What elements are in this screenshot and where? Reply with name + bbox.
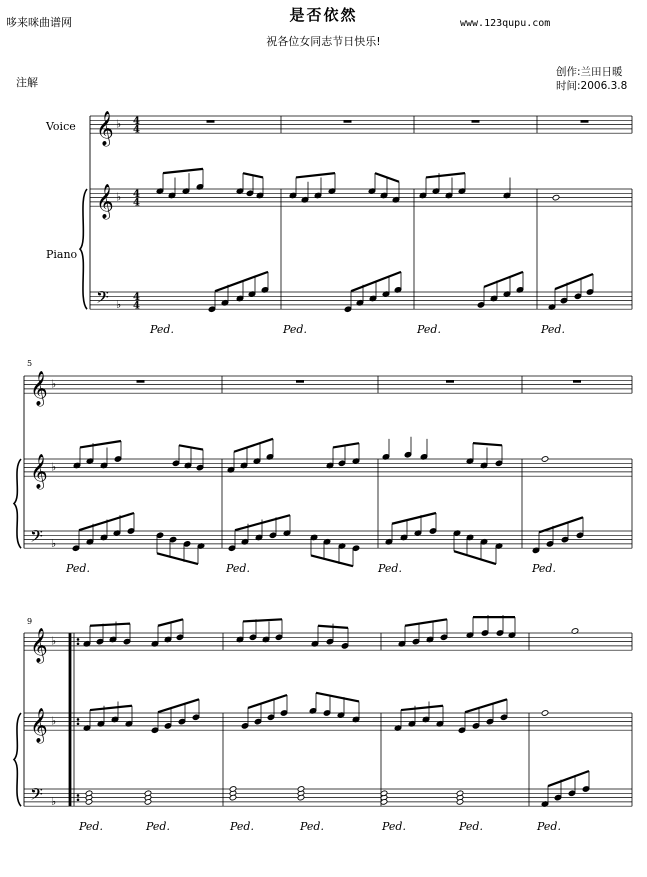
pedal-marking: Ped.	[378, 562, 402, 576]
repeat-dot	[77, 718, 80, 721]
phrase	[326, 443, 360, 469]
note	[552, 194, 560, 201]
pedal-marking: Ped.	[66, 562, 90, 576]
pedal-marking: Ped.	[459, 820, 483, 834]
pedal-marking: Ped.	[300, 820, 324, 834]
time-signature-bottom: 4	[133, 124, 140, 136]
time-signature-top: 4	[133, 116, 140, 128]
beam	[90, 624, 130, 626]
beam	[426, 173, 465, 177]
beam	[392, 513, 436, 524]
beam	[243, 619, 282, 621]
key-signature-flat: ♭	[116, 117, 122, 131]
phrase	[466, 443, 503, 469]
whole-rest	[137, 380, 145, 382]
phrase	[503, 177, 511, 198]
treble-clef: 𝄞	[96, 111, 114, 147]
voice-staff	[24, 628, 632, 664]
whole-rest	[446, 380, 454, 382]
piano-bass-staff	[24, 526, 632, 550]
composition-date: 时间:2006.3.8	[556, 80, 628, 92]
phrase	[466, 615, 516, 638]
whole-rest	[581, 120, 589, 122]
beam	[465, 699, 507, 712]
time-signature-bottom: 4	[133, 300, 140, 312]
site-name: 哆来咪曲谱网	[6, 16, 72, 29]
beam	[454, 551, 496, 564]
phrase	[382, 437, 428, 460]
phrase	[83, 621, 131, 647]
beam	[405, 619, 447, 625]
phrase	[310, 534, 360, 566]
site-url: www.123qupu.com	[460, 18, 551, 29]
measure-number-9: 9	[27, 617, 33, 626]
repeat-dot	[77, 642, 80, 645]
phrase	[458, 699, 508, 733]
bass-clef: 𝄢	[30, 525, 43, 550]
note	[541, 456, 549, 463]
instrument-label-voice: Voice	[46, 120, 76, 133]
pedal-marking: Ped.	[541, 323, 565, 337]
phrase	[83, 701, 133, 731]
song-title: 是否依然	[289, 6, 358, 24]
beam	[235, 515, 290, 530]
repeat-dot	[77, 722, 80, 725]
beam	[157, 553, 198, 564]
beam	[484, 272, 523, 287]
key-signature-flat: ♭	[116, 297, 122, 311]
treble-clef: 𝄞	[96, 184, 114, 220]
beam	[311, 555, 353, 566]
beam	[316, 693, 359, 702]
bass-clef: 𝄢	[30, 783, 43, 808]
whole-rest	[207, 120, 215, 122]
phrase	[477, 272, 524, 308]
repeat-dot	[77, 638, 80, 641]
pedal-marking: Ped.	[382, 820, 406, 834]
phrase	[151, 699, 200, 733]
phrase	[394, 701, 444, 731]
beam	[215, 272, 268, 291]
notes-label: 注解	[16, 76, 38, 89]
beam	[555, 274, 593, 289]
phrase	[311, 624, 349, 650]
time-signature-top: 4	[133, 292, 140, 304]
key-signature-flat: ♭	[51, 634, 57, 648]
song-subtitle: 祝各位女同志节日快乐!	[266, 35, 381, 48]
whole-rest	[296, 380, 304, 382]
voice-staff	[90, 111, 632, 147]
phrase	[73, 441, 122, 469]
pedal-marking: Ped.	[79, 820, 103, 834]
whole-rest	[472, 120, 480, 122]
time-signature-bottom: 4	[133, 197, 140, 209]
pedal-marking: Ped.	[146, 820, 170, 834]
phrase	[368, 173, 400, 203]
phrase	[172, 445, 204, 471]
treble-clef: 𝄞	[30, 708, 48, 744]
treble-clef: 𝄞	[30, 454, 48, 490]
beam	[318, 626, 348, 628]
voice-staff	[24, 371, 632, 407]
system-3	[14, 628, 632, 833]
pedal-marking: Ped.	[537, 820, 561, 834]
piano-bass-staff	[24, 784, 632, 808]
phrase	[156, 169, 204, 199]
beam	[296, 173, 335, 177]
beam	[234, 439, 273, 452]
phrase	[236, 619, 283, 642]
pedal-marking: Ped.	[532, 562, 556, 576]
grand-staff-brace	[14, 459, 21, 548]
beam	[158, 619, 183, 625]
bass-clef: 𝄢	[96, 286, 109, 311]
beam	[158, 699, 199, 712]
note	[541, 710, 549, 717]
pedal-marking: Ped.	[230, 820, 254, 834]
treble-clef: 𝄞	[30, 628, 48, 664]
beam	[79, 513, 134, 530]
pedal-marking: Ped.	[283, 323, 307, 337]
beam	[80, 441, 121, 447]
composer-credit: 创作:兰田日暖	[556, 66, 623, 78]
phrase	[419, 173, 466, 199]
beam	[248, 695, 287, 708]
phrase	[289, 173, 336, 203]
phrase	[228, 515, 291, 551]
beam	[473, 443, 502, 445]
key-signature-flat: ♭	[51, 714, 57, 728]
beam	[548, 771, 589, 786]
pedal-marking: Ped.	[417, 323, 441, 337]
phrase	[236, 173, 264, 199]
beam	[163, 169, 203, 173]
beam	[401, 706, 443, 710]
grand-staff-brace	[80, 189, 87, 309]
treble-clef: 𝄞	[30, 371, 48, 407]
key-signature-flat: ♭	[116, 190, 122, 204]
pedal-marking: Ped.	[150, 323, 174, 337]
note-phrases	[72, 169, 594, 807]
measure-number-5: 5	[27, 359, 33, 368]
phrase	[385, 513, 437, 545]
beam	[539, 517, 583, 532]
beam	[90, 706, 132, 710]
beam	[333, 443, 359, 447]
pedal-marking: Ped.	[226, 562, 250, 576]
time-signature-top: 4	[133, 189, 140, 201]
system-1	[80, 111, 632, 336]
grand-staff-brace	[14, 713, 21, 806]
phrase	[241, 695, 288, 729]
whole-rest	[573, 380, 581, 382]
piano-treble-staff	[90, 184, 632, 220]
key-signature-flat: ♭	[51, 536, 57, 550]
key-signature-flat: ♭	[51, 377, 57, 391]
instrument-label-piano: Piano	[46, 248, 78, 261]
key-signature-flat: ♭	[51, 460, 57, 474]
whole-rest	[344, 120, 352, 122]
repeat-dot	[77, 794, 80, 797]
phrase	[72, 513, 135, 551]
repeat-dot	[77, 798, 80, 801]
phrase	[309, 693, 360, 723]
key-signature-flat: ♭	[51, 794, 57, 808]
